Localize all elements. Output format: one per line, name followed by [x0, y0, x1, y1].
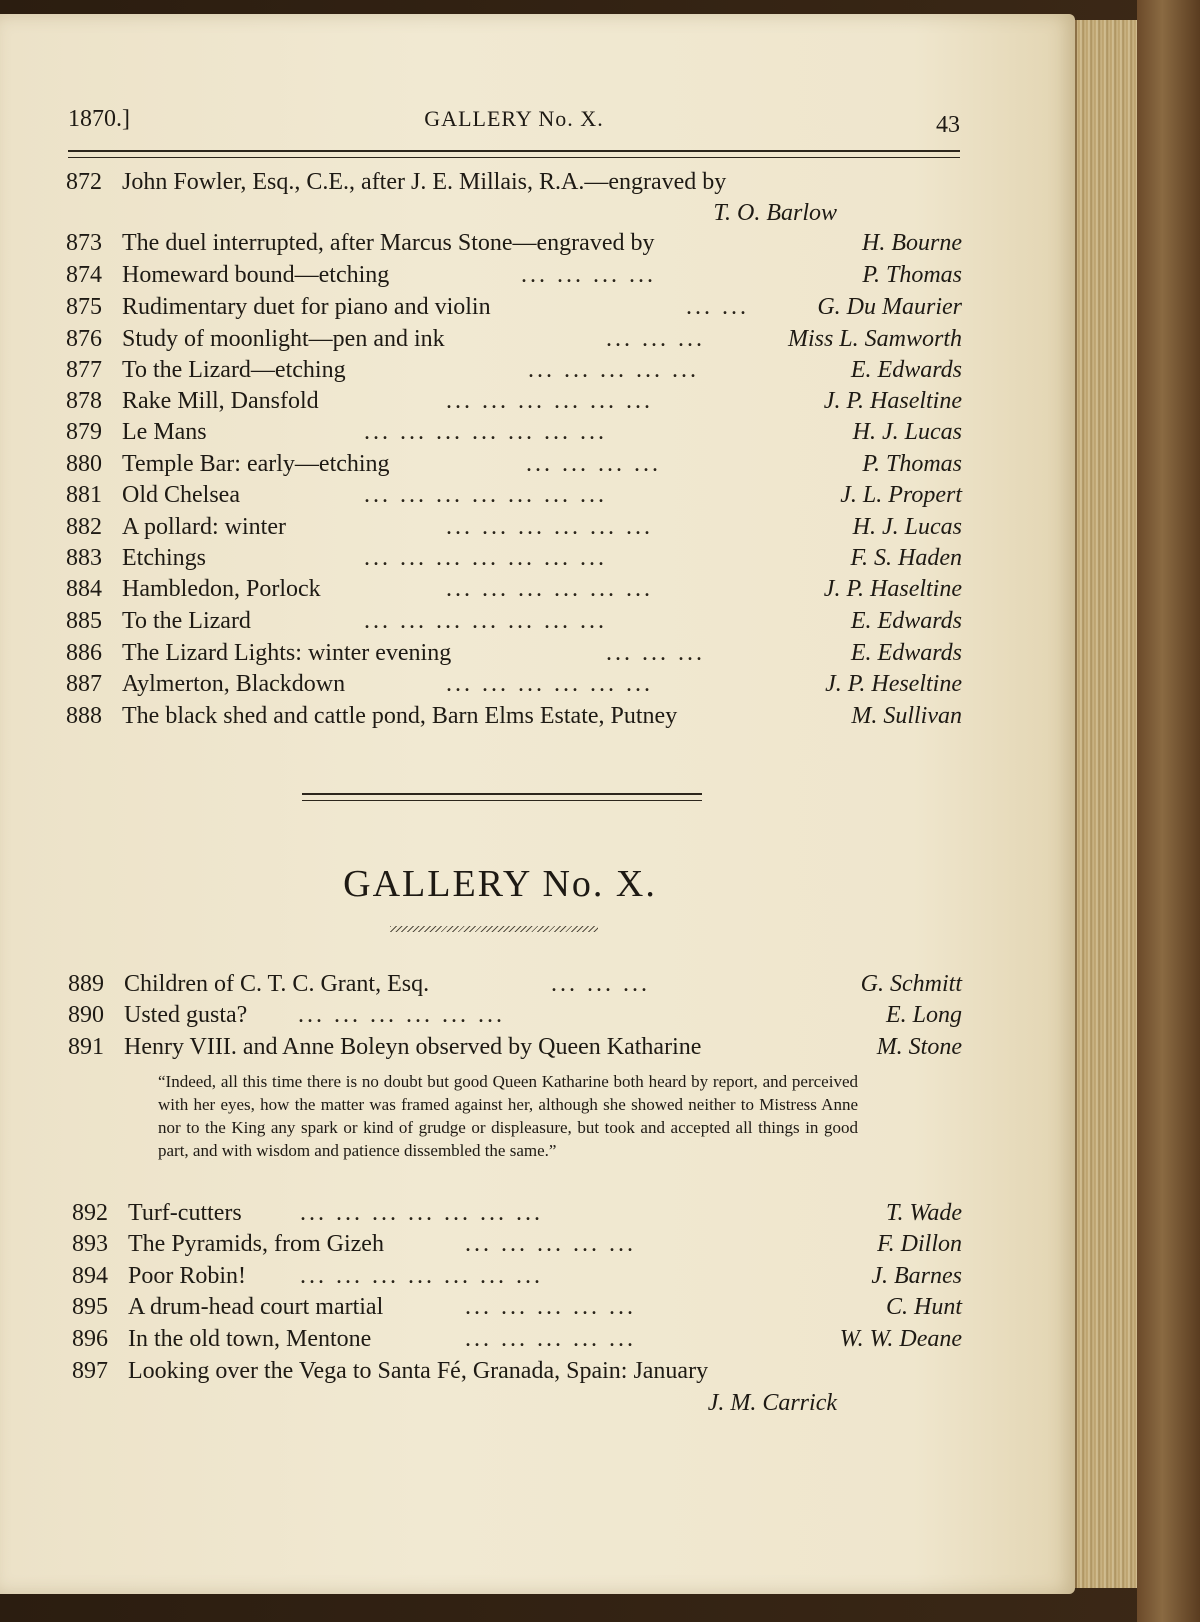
entry-number: 892 — [72, 1200, 108, 1226]
entry-artist: E. Edwards — [850, 357, 962, 383]
entry-title: Turf-cutters — [128, 1200, 242, 1226]
catalogue-entry — [70, 1358, 962, 1392]
entry-number: 883 — [66, 545, 102, 571]
entry-number: 880 — [66, 451, 102, 477]
entry-artist: J. P. Haseltine — [823, 388, 962, 414]
catalogue-entry — [66, 262, 962, 296]
entry-dots: ... ... ... ... ... — [528, 357, 699, 383]
entry-title: Aylmerton, Blackdown — [122, 671, 346, 697]
entry-artist: J. L. Propert — [840, 482, 962, 508]
entry-title: The black shed and cattle pond, Barn Elms Estate, Putney — [122, 703, 678, 729]
entry-title: Temple Bar: early—etching — [122, 451, 390, 477]
entry-number: 872 — [66, 169, 102, 195]
catalogue-entry — [66, 1034, 962, 1068]
entry-artist: G. Schmitt — [860, 971, 962, 997]
entry-dots: ... ... ... ... ... ... — [298, 1002, 505, 1028]
entry-dots: ... ... ... ... ... ... — [446, 576, 653, 602]
entry-title: Etchings — [122, 545, 206, 571]
entry-artist: C. Hunt — [885, 1294, 962, 1320]
book-cover-edge — [1137, 0, 1200, 1622]
catalogue-entry — [66, 169, 962, 203]
catalogue-entry — [66, 451, 962, 485]
entry-dots: ... ... — [686, 294, 749, 320]
section-divider — [302, 793, 702, 801]
entry-dots: ... ... ... — [551, 971, 650, 997]
entry-dots: ... ... ... ... — [526, 451, 661, 477]
entry-artist: H. Bourne — [862, 230, 962, 256]
entry-number: 893 — [72, 1231, 108, 1257]
entry-artist: P. Thomas — [862, 451, 962, 477]
catalogue-entry — [66, 703, 962, 737]
entry-number: 894 — [72, 1263, 108, 1289]
entry-title: Le Mans — [122, 419, 207, 445]
entry-dots: ... ... ... ... ... ... ... — [364, 545, 607, 571]
entry-title: Children of C. T. C. Grant, Esq. — [124, 971, 430, 997]
entry-dots: ... ... ... ... — [521, 262, 656, 288]
entry-artist: F. S. Haden — [850, 545, 962, 571]
catalogue-entry — [66, 419, 962, 453]
catalogue-entry — [70, 1294, 962, 1328]
entry-number: 876 — [66, 326, 102, 352]
entry-number: 874 — [66, 262, 102, 288]
entry-title: Homeward bound—etching — [122, 262, 390, 288]
catalogue-entry — [66, 608, 962, 642]
entry-number: 882 — [66, 514, 102, 540]
entry-number: 875 — [66, 294, 102, 320]
entry-artist: H. J. Lucas — [852, 514, 962, 540]
entry-artist: F. Dillon — [877, 1231, 962, 1257]
page-edges — [1075, 20, 1139, 1588]
running-header — [68, 106, 960, 146]
entry-dots: ... ... ... ... ... — [465, 1326, 636, 1352]
entry-number: 889 — [68, 971, 104, 997]
entry-dots: ... ... ... ... ... ... ... — [300, 1263, 543, 1289]
entry-number: 879 — [66, 419, 102, 445]
header-title: GALLERY No. X. — [424, 106, 604, 131]
catalogue-entry — [66, 326, 962, 360]
header-year: 1870.] — [68, 106, 130, 132]
entry-title: Looking over the Vega to Santa Fé, Granada, Spain: January — [128, 1358, 709, 1384]
catalogue-entry — [66, 514, 962, 548]
entry-artist-continuation: J. M. Carrick — [707, 1390, 837, 1416]
catalogue-entry — [70, 1326, 962, 1360]
entry-title: To the Lizard—etching — [122, 357, 346, 383]
catalogue-entry — [66, 1002, 962, 1036]
entry-artist: M. Sullivan — [851, 703, 962, 729]
entry-title: Study of moonlight—pen and ink — [122, 326, 445, 352]
catalogue-entry — [70, 1200, 962, 1234]
entry-number: 886 — [66, 640, 102, 666]
entry-artist: T. Wade — [885, 1200, 962, 1226]
catalogue-entry — [70, 1263, 962, 1297]
entry-artist: J. P. Heseltine — [825, 671, 962, 697]
header-rule — [68, 150, 960, 158]
entry-title: The Pyramids, from Gizeh — [128, 1231, 384, 1257]
entry-dots: ... ... ... ... ... ... — [446, 514, 653, 540]
catalogue-entry — [66, 671, 962, 705]
entry-number: 884 — [66, 576, 102, 602]
entry-number: 896 — [72, 1326, 108, 1352]
entry-number: 891 — [68, 1034, 104, 1060]
entry-number: 895 — [72, 1294, 108, 1320]
catalogue-entry — [66, 357, 962, 391]
entry-title: Poor Robin! — [128, 1263, 247, 1289]
entry-number: 873 — [66, 230, 102, 256]
catalogue-entry — [66, 545, 962, 579]
page-number: 43 — [936, 112, 960, 138]
entry-dots: ... ... ... ... ... ... — [446, 671, 653, 697]
catalogue-entry — [66, 388, 962, 422]
entry-artist: J. Barnes — [871, 1263, 962, 1289]
entry-artist: W. W. Deane — [839, 1326, 962, 1352]
catalogue-entry — [70, 1231, 962, 1265]
catalogue-entry — [66, 971, 962, 1005]
catalogue-entry — [66, 294, 962, 328]
entry-title: John Fowler, Esq., C.E., after J. E. Millais, R.A.—engraved by — [122, 169, 727, 195]
entry-dots: ... ... ... ... ... — [465, 1231, 636, 1257]
entry-artist: G. Du Maurier — [817, 294, 962, 320]
entry-title: Rake Mill, Dansfold — [122, 388, 319, 414]
quotation: “Indeed, all this time there is no doubt but good Queen Katharine both heard by report, and perceived with her eyes, how the matter was framed against her, although she showed neither to Mistress Anne nor to the King any spark or kind of grudge or displeasure, but took and accepted all things in good part, and with wisdom and patience dissembled the same.” — [158, 1072, 858, 1160]
entry-artist: H. J. Lucas — [852, 419, 962, 445]
entry-artist: J. P. Haseltine — [823, 576, 962, 602]
catalogue-entry — [66, 230, 962, 264]
entry-dots: ... ... ... ... ... ... ... — [364, 482, 607, 508]
entry-artist: E. Edwards — [850, 640, 962, 666]
entry-dots: ... ... ... ... ... — [465, 1294, 636, 1320]
entry-title: Henry VIII. and Anne Boleyn observed by Queen Katharine — [124, 1034, 702, 1060]
section-heading: GALLERY No. X. — [343, 863, 657, 905]
entry-dots: ... ... ... ... ... ... ... — [364, 419, 607, 445]
entry-title: To the Lizard — [122, 608, 251, 634]
entry-number: 885 — [66, 608, 102, 634]
entry-number: 881 — [66, 482, 102, 508]
entry-number: 878 — [66, 388, 102, 414]
entry-title: The duel interrupted, after Marcus Stone—engraved by — [122, 230, 655, 256]
entry-artist: E. Edwards — [850, 608, 962, 634]
entry-dots: ... ... ... ... ... ... ... — [364, 608, 607, 634]
entry-title: Old Chelsea — [122, 482, 240, 508]
entry-artist: Miss L. Samworth — [787, 326, 962, 352]
catalogue-entry — [66, 482, 962, 516]
entry-dots: ... ... ... — [606, 326, 705, 352]
ornamental-rule — [390, 926, 598, 932]
entry-title: Rudimentary duet for piano and violin — [122, 294, 491, 320]
entry-title: The Lizard Lights: winter evening — [122, 640, 452, 666]
entry-artist-continuation: T. O. Barlow — [713, 200, 837, 226]
entry-dots: ... ... ... — [606, 640, 705, 666]
entry-artist: E. Long — [885, 1002, 962, 1028]
entry-artist: P. Thomas — [862, 262, 962, 288]
entry-number: 888 — [66, 703, 102, 729]
entry-title: In the old town, Mentone — [128, 1326, 372, 1352]
entry-artist: M. Stone — [876, 1034, 962, 1060]
entry-title: A pollard: winter — [122, 514, 286, 540]
page — [0, 14, 1075, 1594]
entry-number: 890 — [68, 1002, 104, 1028]
entry-dots: ... ... ... ... ... ... ... — [300, 1200, 543, 1226]
catalogue-entry — [66, 640, 962, 674]
entry-number: 897 — [72, 1358, 108, 1384]
entry-number: 877 — [66, 357, 102, 383]
entry-dots: ... ... ... ... ... ... — [446, 388, 653, 414]
entry-title: A drum-head court martial — [128, 1294, 384, 1320]
entry-title: Hambledon, Porlock — [122, 576, 321, 602]
entry-title: Usted gusta? — [124, 1002, 248, 1028]
catalogue-entry — [66, 576, 962, 610]
entry-number: 887 — [66, 671, 102, 697]
